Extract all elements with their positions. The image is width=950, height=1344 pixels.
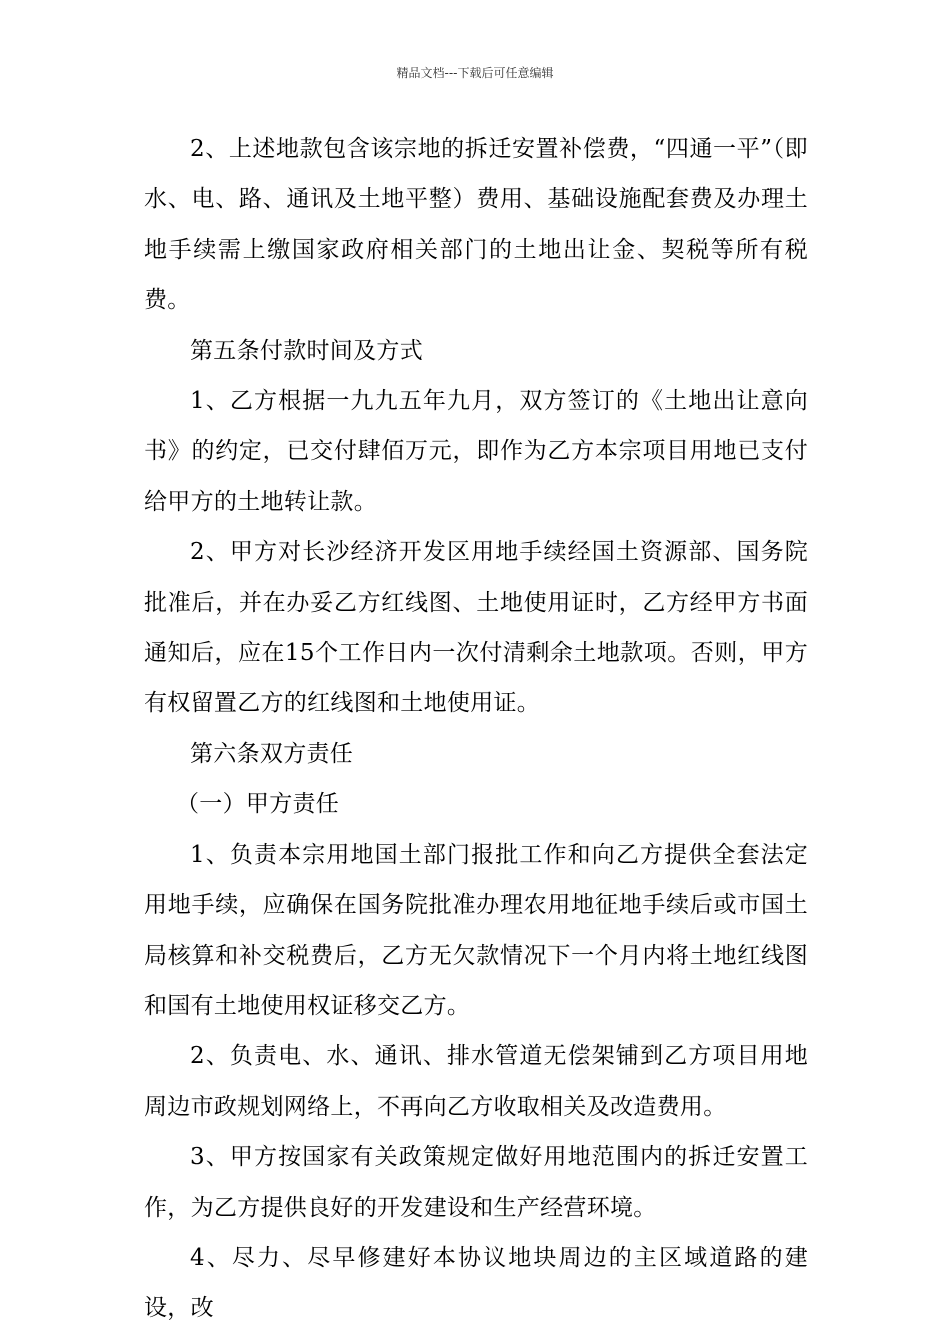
heading-article-5: 第五条付款时间及方式 <box>190 337 423 364</box>
heading-article-6: 第六条双方责任 <box>190 740 354 767</box>
paragraph-duty-2: 2、负责电、水、通讯、排水管道无偿架铺到乙方项目用地周边市政规划网络上，不再向乙方收取相关及改造费用。 <box>144 1043 808 1120</box>
paragraph-duty-3: 3、甲方按国家有关政策规定做好用地范围内的拆迁安置工作，为乙方提供良好的开发建设和生产经营环境。 <box>144 1144 808 1221</box>
paragraph-duty-4: 4、尽力、尽早修建好本协议地块周边的主区域道路的建设，改 <box>144 1244 808 1322</box>
document-body <box>144 124 808 1334</box>
page-header: 精品文档---下载后可任意编辑 <box>396 66 554 80</box>
paragraph-payment-1: 1、乙方根据一九九五年九月，双方签订的《土地出让意向书》的约定，已交付肆佰万元，即作为乙方本宗项目用地已支付给甲方的土地转让款。 <box>144 388 808 515</box>
paragraph-payment-2: 2、甲方对长沙经济开发区用地手续经国土资源部、国务院批准后，并在办妥乙方红线图、土地使用证时，乙方经甲方书面通知后，应在15个工作日内一次付清剩余土地款项。否则，甲方有权留置乙方的红线图和土地使用证。 <box>144 539 808 717</box>
subheading-party-a-duties: （一）甲方责任 <box>176 791 340 818</box>
paragraph-duty-1: 1、负责本宗用地国土部门报批工作和向乙方提供全套法定用地手续，应确保在国务院批准办理农用地征地手续后或市国土局核算和补交税费后，乙方无欠款情况下一个月内将土地红线图和国有土地使用权证移交乙方。 <box>144 841 808 1019</box>
paragraph-land-fee-scope: 2、上述地款包含该宗地的拆迁安置补偿费，“四通一平”（即水、电、路、通讯及土地平整）费用、基础设施配套费及办理土地手续需上缴国家政府相关部门的土地出让金、契税等所有税费。 <box>144 136 808 314</box>
